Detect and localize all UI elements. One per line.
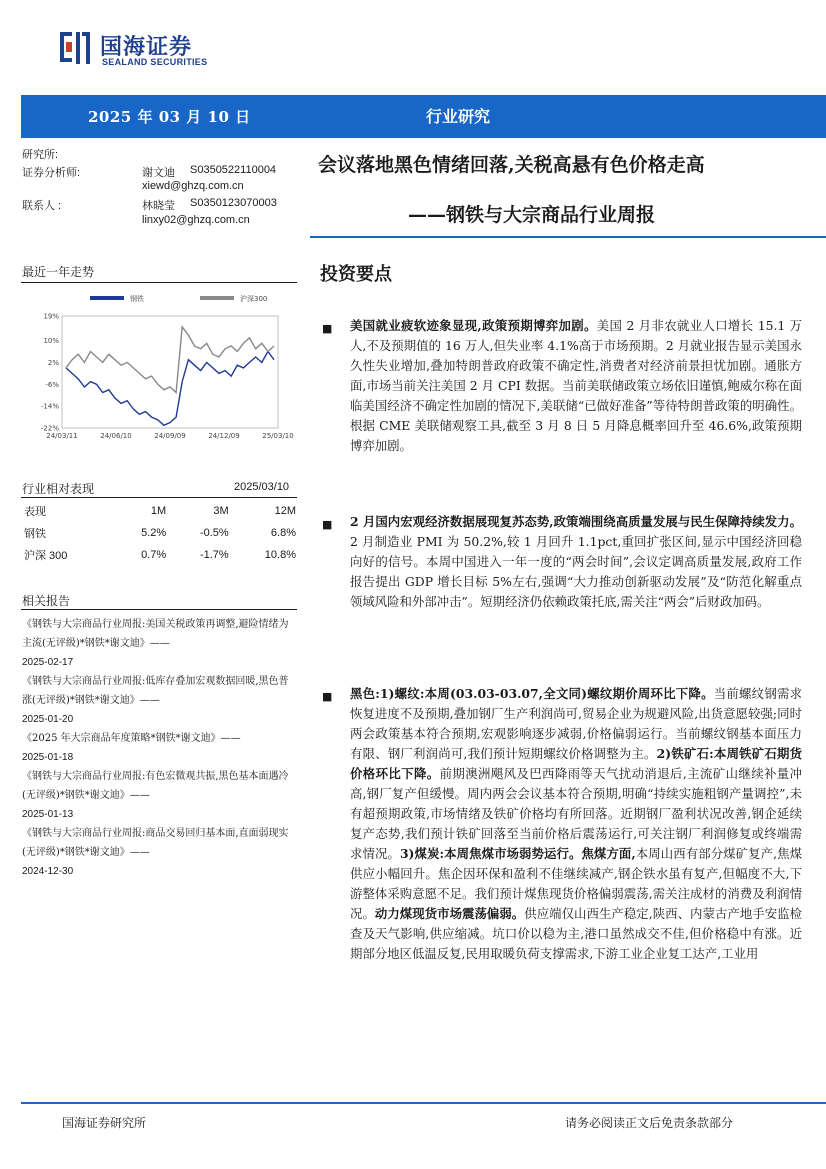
paragraph-body: 供应端仅山西生产稳定,陕西、内蒙古产地手安监检查及天气影响,供应缩减。坑口价以稳为主,港口虽然成交不佳,但价格稳中有涨。近期部分地区低温反复,民用取暖负荷支撑需求,下游工业企业复工达产,工业用 [350, 906, 802, 961]
paragraph-body: 前期澳洲飓风及巴西降雨等天气扰动消退后,主流矿山继续补量冲高,钢厂复产但缓慢。周内两会会议基本符合预期,明确“持续实施粗钢产量调控”,未有超预期政策,市场情绪及铁矿价格均有所回落。近期钢厂盈利状况改善,钢企延续复产态势,我们预计铁矿回落至当前价格后震荡运行,可关注钢厂利润修复或终端需求情况。 [350, 766, 802, 861]
x-tick-label: 24/03/11 [46, 432, 78, 440]
legend-label: 钢铁 [130, 295, 144, 303]
report-type: 行业研究 [426, 107, 491, 126]
trend-title: 最近一年走势 [22, 265, 95, 279]
table-header-row [22, 500, 298, 522]
performance-table [22, 500, 298, 566]
bullet-icon: ■ [322, 518, 333, 531]
paragraph-lead: 美国就业疲软迹象显现,政策预期博弈加剧。 [350, 318, 597, 333]
related-divider [21, 609, 297, 610]
contact-name: 林晓莹 [142, 200, 175, 212]
paragraph-lead: 3)煤炭:本周焦煤市场弱势运行。焦煤方面, [399, 846, 636, 861]
related-item[interactable] [22, 615, 298, 672]
x-tick-label: 25/03/10 [262, 432, 294, 440]
paragraph-body: 2 月制造业 PMI 为 50.2%,较 1 月回升 1.1pct,重回扩张区间,显示中国经济回稳向好的信号。本周中国进入一年一度的“两会时间”,会议定调高质量发展,政府工作报告提出 GDP 增长目标 5%左右,强调“大力推动创新驱动发展”及“防范化解重点领域风险和外部冲击”。短期经济仍依赖政策托底,需关注“两会”后财政加码。 [350, 534, 802, 609]
label-research: 研究所: [22, 149, 59, 161]
related-item-text: 《钢铁与大宗商品行业周报:商品交易回归基本面,直面弱现实(无评级)*钢铁*谢文迪》—— [22, 828, 289, 858]
paragraph-lead: 2 月国内宏观经济数据展现复苏态势,政策端围绕高质量发展与民生保障持续发力。 [350, 514, 802, 529]
x-tick-label: 24/06/10 [100, 432, 132, 440]
related-title: 相关报告 [22, 594, 71, 608]
invest-paragraph-us [350, 316, 802, 456]
bullet-icon: ■ [322, 322, 333, 335]
paragraph-body: 本周山西有部分煤矿复产,焦煤供应小幅回升。焦企因环保和盈利不佳继续减产,钢企铁水虽有复产,但幅度不大,下游整体采购意愿不足。我们预计煤焦现货价格偏弱震荡,需关注成材的消费及利润情况。 [350, 846, 802, 921]
related-item-text: 《钢铁与大宗商品行业周报:低库存叠加宏观数据回暖,黑色普涨(无评级)*钢铁*谢文迪》—— [22, 676, 289, 706]
performance-title: 行业相对表现 [22, 482, 95, 496]
contact-id: S0350123070003 [190, 197, 277, 209]
logo-chinese-name: 国海证券 [100, 35, 193, 60]
bullet-icon: ■ [322, 690, 333, 703]
footer-divider [21, 1102, 826, 1104]
report-date: 2025 年 03 月 10 日 [88, 108, 251, 126]
invest-paragraph-china [350, 512, 802, 612]
related-item[interactable] [22, 767, 298, 824]
table-header-cell: 1M [150, 505, 167, 517]
analyst-name: 谢文迪 [142, 167, 175, 179]
related-item-date: 2025-01-13 [22, 809, 74, 820]
related-item-date: 2025-01-20 [22, 714, 74, 725]
label-contact: 联系人 : [22, 200, 62, 212]
y-tick-label: 19% [43, 312, 59, 321]
paragraph-lead: 2)铁矿石:本周铁矿石期货价格环比下降。 [350, 746, 802, 781]
sealand-logo-icon [58, 30, 92, 66]
related-list [22, 615, 298, 881]
table-cell: 5.2% [141, 527, 167, 539]
related-item[interactable] [22, 672, 298, 729]
related-item[interactable] [22, 729, 298, 767]
y-tick-label: -22% [40, 424, 59, 433]
table-header-cell: 表现 [24, 506, 46, 518]
table-header-cell: 12M [274, 505, 296, 517]
series-line [66, 327, 274, 393]
analyst-id: S0350522110004 [190, 164, 277, 176]
report-subtitle: ——钢铁与大宗商品行业周报 [408, 204, 656, 226]
chart-plot-frame [62, 316, 278, 428]
table-cell: -1.7% [199, 549, 229, 561]
paragraph-lead: 黑色:1)螺纹:本周(03.03-03.07,全文同)螺纹期价周环比下降。 [350, 686, 714, 701]
related-item-date: 2025-02-17 [22, 657, 74, 668]
series-line [66, 352, 274, 426]
table-cell: 10.8% [264, 549, 296, 561]
table-cell: -0.5% [199, 527, 229, 539]
table-cell: 沪深 300 [24, 550, 68, 562]
table-cell: 6.8% [270, 527, 296, 539]
related-item-text: 《2025 年大宗商品年度策略*钢铁*谢文迪》—— [22, 733, 241, 744]
title-divider [310, 236, 826, 238]
y-tick-label: 2% [47, 358, 59, 367]
paragraph-body: 当前螺纹钢需求恢复进度不及预期,叠加钢厂生产利润尚可,贸易企业为规避风险,出货意愿较强;同时两会政策基本符合预期,宏观影响逐步减弱,价格偏弱运行。当前螺纹钢基本面压力有限、钢厂利润尚可,我们预计短期螺纹价格调整为主。 [350, 686, 802, 761]
paragraph-body: 美国 2 月非农就业人口增长 15.1 万人,不及预期值的 16 万人,但失业率 4.1%高于市场预期。2 月就业报告显示美国永久性失业增加,叠加特朗普政府政策不确定性,消费者对经济前景担忧加剧。通胀方面,市场当前关注美国 2 月 CPI 数据。当前美联储政策立场依旧谨慎,鲍威尔称在面临美国经济不确定性加剧的情况下,美联储“已做好准备”等待特朗普政策的明确性。根据 CME 美联储观察工具,截至 3 月 8 日 5 月降息概率回升至 46.6%,政策预期博弈加剧。 [350, 318, 802, 453]
y-tick-label: 10% [43, 337, 59, 346]
performance-divider [21, 497, 297, 498]
legend-swatch [200, 296, 234, 300]
logo-english-name: SEALAND SECURITIES [102, 57, 208, 67]
paragraph-lead: 动力煤现货市场震荡偏弱。 [374, 906, 525, 921]
x-tick-label: 24/09/09 [154, 432, 186, 440]
related-item-text: 《钢铁与大宗商品行业周报:有色宏微观共振,黑色基本面遇冷(无评级)*钢铁*谢文迪》—— [22, 771, 289, 801]
related-item-date: 2024-12-30 [22, 866, 74, 877]
footer-disclaimer: 请务必阅读正文后免责条款部分 [565, 1116, 734, 1130]
trend-divider [21, 282, 297, 283]
table-cell: 0.7% [141, 549, 167, 561]
invest-paragraph-black [350, 684, 802, 1076]
related-item[interactable] [22, 824, 298, 881]
trend-chart [22, 288, 298, 448]
label-analyst: 证券分析师: [22, 167, 81, 179]
table-row [22, 522, 298, 544]
legend-swatch [90, 296, 124, 300]
legend-label: 沪深300 [240, 295, 268, 303]
footer-left: 国海证券研究所 [62, 1116, 147, 1130]
y-tick-label: -6% [45, 380, 59, 389]
performance-date: 2025/03/10 [234, 481, 290, 493]
x-tick-label: 24/12/09 [208, 432, 240, 440]
y-tick-label: -14% [40, 402, 59, 411]
related-item-text: 《钢铁与大宗商品行业周报:美国关税政策再调整,避险情绪为主流(无评级)*钢铁*谢文迪》—— [22, 619, 289, 649]
invest-title: 投资要点 [320, 264, 392, 285]
table-row [22, 544, 298, 566]
analyst-email[interactable]: xiewd@ghzq.com.cn [142, 180, 244, 192]
contact-email[interactable]: linxy02@ghzq.com.cn [142, 214, 250, 226]
table-cell: 钢铁 [24, 528, 46, 540]
table-header-cell: 3M [213, 505, 229, 517]
related-item-date: 2025-01-18 [22, 752, 74, 763]
report-title: 会议落地黑色情绪回落,关税高悬有色价格走高 [318, 154, 705, 176]
